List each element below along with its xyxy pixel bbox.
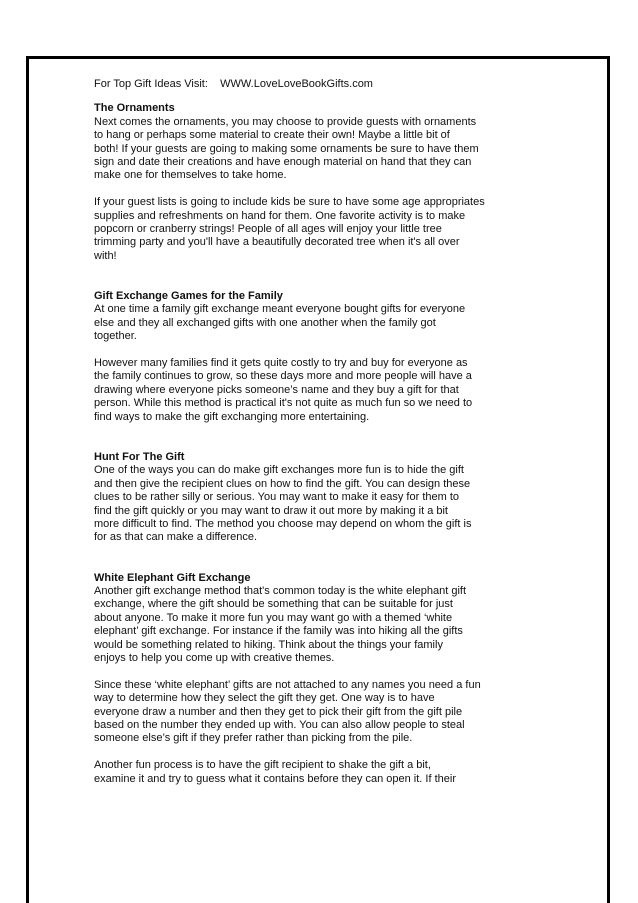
header-line: For Top Gift Ideas Visit: WWW.LoveLoveBookGifts.com [94,78,373,90]
paragraph: One of the ways you can do make gift exchanges more fun is to hide the gift and then give the recipient clues on how to find the gift. You can design these clues to be rather silly or serious. You may want to make it easy for them to find the gift quickly or you may want to draw it out more by making it a bit more difficult to find. The method you choose may depend on whom the gift is for as that can make a difference. [94,464,472,544]
section-hunt-for-the-gift [94,451,524,545]
section-spacer [94,437,524,450]
section-title: Gift Exchange Games for the Family [94,290,283,303]
document-body [94,78,524,799]
section-title: The Ornaments [94,102,175,115]
section-gift-exchange-games [94,290,524,424]
paragraph: At one time a family gift exchange meant everyone bought gifts for everyone else and they all exchanged gifts with one another when the family got together. [94,303,466,343]
section-title: White Elephant Gift Exchange [94,571,251,584]
paragraph: If your guest lists is going to include kids be sure to have some age appropriates supplies and refreshments on hand for them. One favorite activity is to make popcorn or cranberry strings! People of all ages will enjoy your little tree trimming party and you'll have a beautifully decorated tree when it's all over with! [94,196,485,262]
section-spacer [94,277,524,290]
section-spacer [94,558,524,571]
section-white-elephant-gift-exchange [94,572,524,786]
paragraph: However many families find it gets quite costly to try and buy for everyone as the family continues to grow, so these days more and more people will have a drawing where everyone picks someone’s name and they buy a gift for that person. While this method is practical it's not quite as much fun so we need to find ways to make the gift exchanging more entertaining. [94,357,473,423]
paragraph: Another fun process is to have the gift recipient to shake the gift a bit, examine it and try to guess what it contains before they can open it. If their [94,759,456,785]
paragraph: Since these ‘white elephant’ gifts are not attached to any names you need a fun way to determine how they select the gift they get. One way is to have everyone draw a number and then they get to pick their gift from the gift pile based on the number they ended up with. You can also allow people to steal someone else’s gift if they prefer rather than picking from the pile. [94,678,481,745]
section-the-ornaments [94,102,524,263]
section-title: Hunt For The Gift [94,450,185,463]
paragraph: Next comes the ornaments, you may choose to provide guests with ornaments to hang or perhaps some material to create their own! Maybe a little bit of both! If your guests are going to making some ornaments be sure to have them sign and date their creations and have enough material on hand that they can make one for themselves to take home. [94,115,479,182]
paragraph: Another gift exchange method that's common today is the white elephant gift exchange, where the gift should be something that can be suitable for just about anyone. To make it more fun you may want go with a themed ‘white elephant’ gift exchange. For instance if the family was into hiking all the gifts would be something related to hiking. Think about the things your family enjoys to help you come up with creative themes. [94,584,467,664]
